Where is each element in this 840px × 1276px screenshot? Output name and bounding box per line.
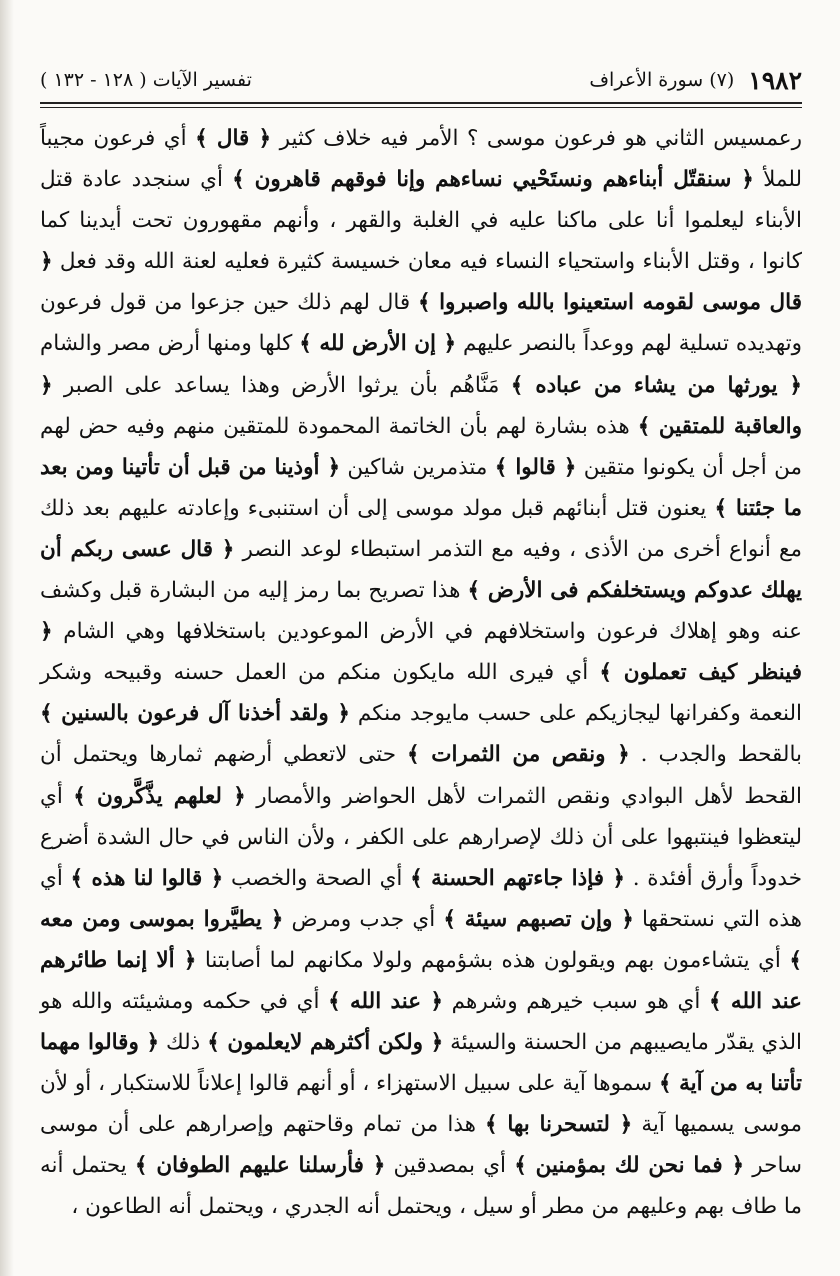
quran-verse: ﴿ يورثها من يشاء من عباده ﴾ xyxy=(510,372,802,398)
commentary-text: هذا تصريح بما رمز إليه من البشارة قبل وكشف عنه وهو إهلاك فرعون واستخلافهم في الأرض الموعودين باستخلافها وهي الشام xyxy=(40,578,802,645)
commentary-text: أي هذه التي نستحقها xyxy=(40,865,802,932)
commentary-text: هذا من تمام وقاحتهم وإصرارهم على أن موسى ساحر xyxy=(40,1112,803,1179)
commentary-text: مَنَّاهُم بأن يرثوا الأرض وهذا يساعد على الصبر xyxy=(52,372,511,398)
quran-verse: ﴿ فإذا جاءتهم الحسنة ﴾ xyxy=(410,865,625,891)
quran-verse: ﴿ والعاقبة للمتقين ﴾ xyxy=(40,372,802,439)
quran-verse: ﴿ قال عسى ربكم أن يهلك عدوكم ويستخلفكم فى الأرض ﴾ xyxy=(40,536,802,604)
quran-verse: ﴿ قال ﴾ xyxy=(195,126,272,151)
quran-verse: ﴿ أوذينا من قبل أن تأتينا ومن بعد ما جئتنا ﴾ xyxy=(40,454,802,521)
quran-verse: ﴿ عند الله ﴾ xyxy=(328,988,444,1014)
commentary-text: رعمسيس الثاني هو فرعون موسى ؟ الأمر فيه خلاف كثير xyxy=(271,126,802,151)
quran-verse: ﴿ ولقد أخذنا آل فرعون بالسنين ﴾ xyxy=(40,701,350,727)
commentary-text: حتى لاتعطي أرضهم ثمارها ويحتمل أن القحط لأهل البوادي ونقص الثمرات لأهل الحواضر والأمصار xyxy=(40,742,802,809)
commentary-text: هذه بشارة لهم بأن الخاتمة المحمودة للمتقين منهم وفيه حض لهم من أجل أن يكونوا متقين xyxy=(40,413,802,480)
commentary-text: متذمرين شاكين xyxy=(340,454,495,480)
header-right-group xyxy=(589,66,802,95)
quran-verse: ﴿ سنقتّل أبناءهم ونستَحْيي نساءهم وإنا فوقهم قاهرون ﴾ xyxy=(232,167,754,193)
quran-verse: ﴿ لعلهم يذَّكَّرون ﴾ xyxy=(73,783,246,809)
commentary-text: يعنون قتل أبنائهم قبل مولد موسى إلى أن استنبىء وإعادته عليهم بعد ذلك مع أنواع أخرى من الأذى ، وفيه مع التذمر استبطاء لوعد النصر xyxy=(40,495,802,562)
quran-verse: ﴿ ونقص من الثمرات ﴾ xyxy=(407,742,630,768)
commentary-text: كلها ومنها أرض مصر والشام xyxy=(40,331,300,357)
quran-verse: ﴿ قالوا لنا هذه ﴾ xyxy=(70,865,224,891)
commentary-text: أي فيرى الله مايكون منكم من العمل حسنه وقبيحه وشكر النعمة وكفرانها ليجازيكم على حسب مايوجد منكم xyxy=(40,660,802,727)
commentary-text: أي فرعون مجيباً للملأ xyxy=(40,126,802,193)
quran-verse: ﴿ إن الأرض لله ﴾ xyxy=(299,331,457,357)
header-divider xyxy=(40,102,802,104)
commentary-text: سموها آية على سبيل الاستهزاء ، أو أنهم قالوا إعلاناً للاستكبار ، أو لأن موسى يسميها آية xyxy=(40,1071,802,1138)
page-number: ١٩٨٢ xyxy=(748,65,802,95)
quran-verse: ﴿ ألا إنما طائرهم عند الله ﴾ xyxy=(40,947,802,1014)
quran-verse: ﴿ قال موسى لقومه استعينوا بالله واصبروا ﴾ xyxy=(40,249,802,316)
commentary-text: أي في حكمه ومشيئته والله هو الذي يقدّر مايصيبهم من الحسنة والسيئة xyxy=(40,988,802,1056)
section-title: تفسير الآيات ( ١٢٨ - ١٣٢ ) xyxy=(40,69,252,91)
quran-verse: ﴿ فأرسلنا عليهم الطوفان ﴾ xyxy=(134,1153,386,1179)
commentary-body xyxy=(40,118,802,1228)
running-header xyxy=(40,58,802,102)
commentary-text: أي هو سبب خيرهم وشرهم xyxy=(443,988,710,1014)
commentary-text: أي ليتعظوا فينتبهوا على أن ذلك لإصرارهم على الكفر ، ولأن الناس في حال الشدة أضرع خدوداً وأرق أفئدة . xyxy=(40,783,802,891)
commentary-text: أي سنجدد عادة قتل الأبناء ليعلموا أنا على ماكنا عليه في الغلبة والقهر ، وأنهم مقهورون تحت أيدينا كما كانوا ، وقتل الأبناء واستحياء النساء فيه معان خسيسة كثيرة فعليه لعنة الله وقد فعل xyxy=(40,167,802,275)
commentary-text: أي جدب ومرض xyxy=(283,906,444,932)
quran-verse: ﴿ ولكن أكثرهم لايعلمون ﴾ xyxy=(207,1030,444,1056)
commentary-text: يحتمل أنه ما طاف بهم وعليهم من مطر أو سيل ، ويحتمل أنه الجدري ، ويحتمل أنه الطاعون ، xyxy=(40,1153,802,1220)
commentary-text: ذلك xyxy=(159,1030,208,1056)
quran-verse: ﴿ فينظر كيف تعملون ﴾ xyxy=(40,619,802,686)
quran-verse: ﴿ لتسحرنا بها ﴾ xyxy=(485,1112,633,1138)
commentary-text: أي بمصدقين xyxy=(385,1153,515,1179)
commentary-text: أي يتشاءمون بهم ويقولون هذه بشؤمهم ولولا مكانهم لما أصابتنا xyxy=(196,947,790,973)
commentary-text: بالقحط والجدب . xyxy=(629,742,803,768)
quran-verse: ﴿ قالوا ﴾ xyxy=(494,454,577,480)
commentary-text: أي الصحة والخصب xyxy=(223,865,411,891)
quran-verse: ﴿ وإن تصبهم سيئة ﴾ xyxy=(443,906,634,932)
surah-title: (٧) سورة الأعراف xyxy=(589,69,735,91)
commentary-text: قال لهم ذلك حين جزعوا من قول فرعون وتهديده تسلية لهم ووعداً بالنصر عليهم xyxy=(40,290,802,357)
quran-verse: ﴿ وقالوا مهما تأتنا به من آية ﴾ xyxy=(40,1030,802,1097)
quran-verse: ﴿ يطيَّروا بموسى ومن معه ﴾ xyxy=(40,906,802,973)
quran-verse: ﴿ فما نحن لك بمؤمنين ﴾ xyxy=(514,1153,745,1179)
